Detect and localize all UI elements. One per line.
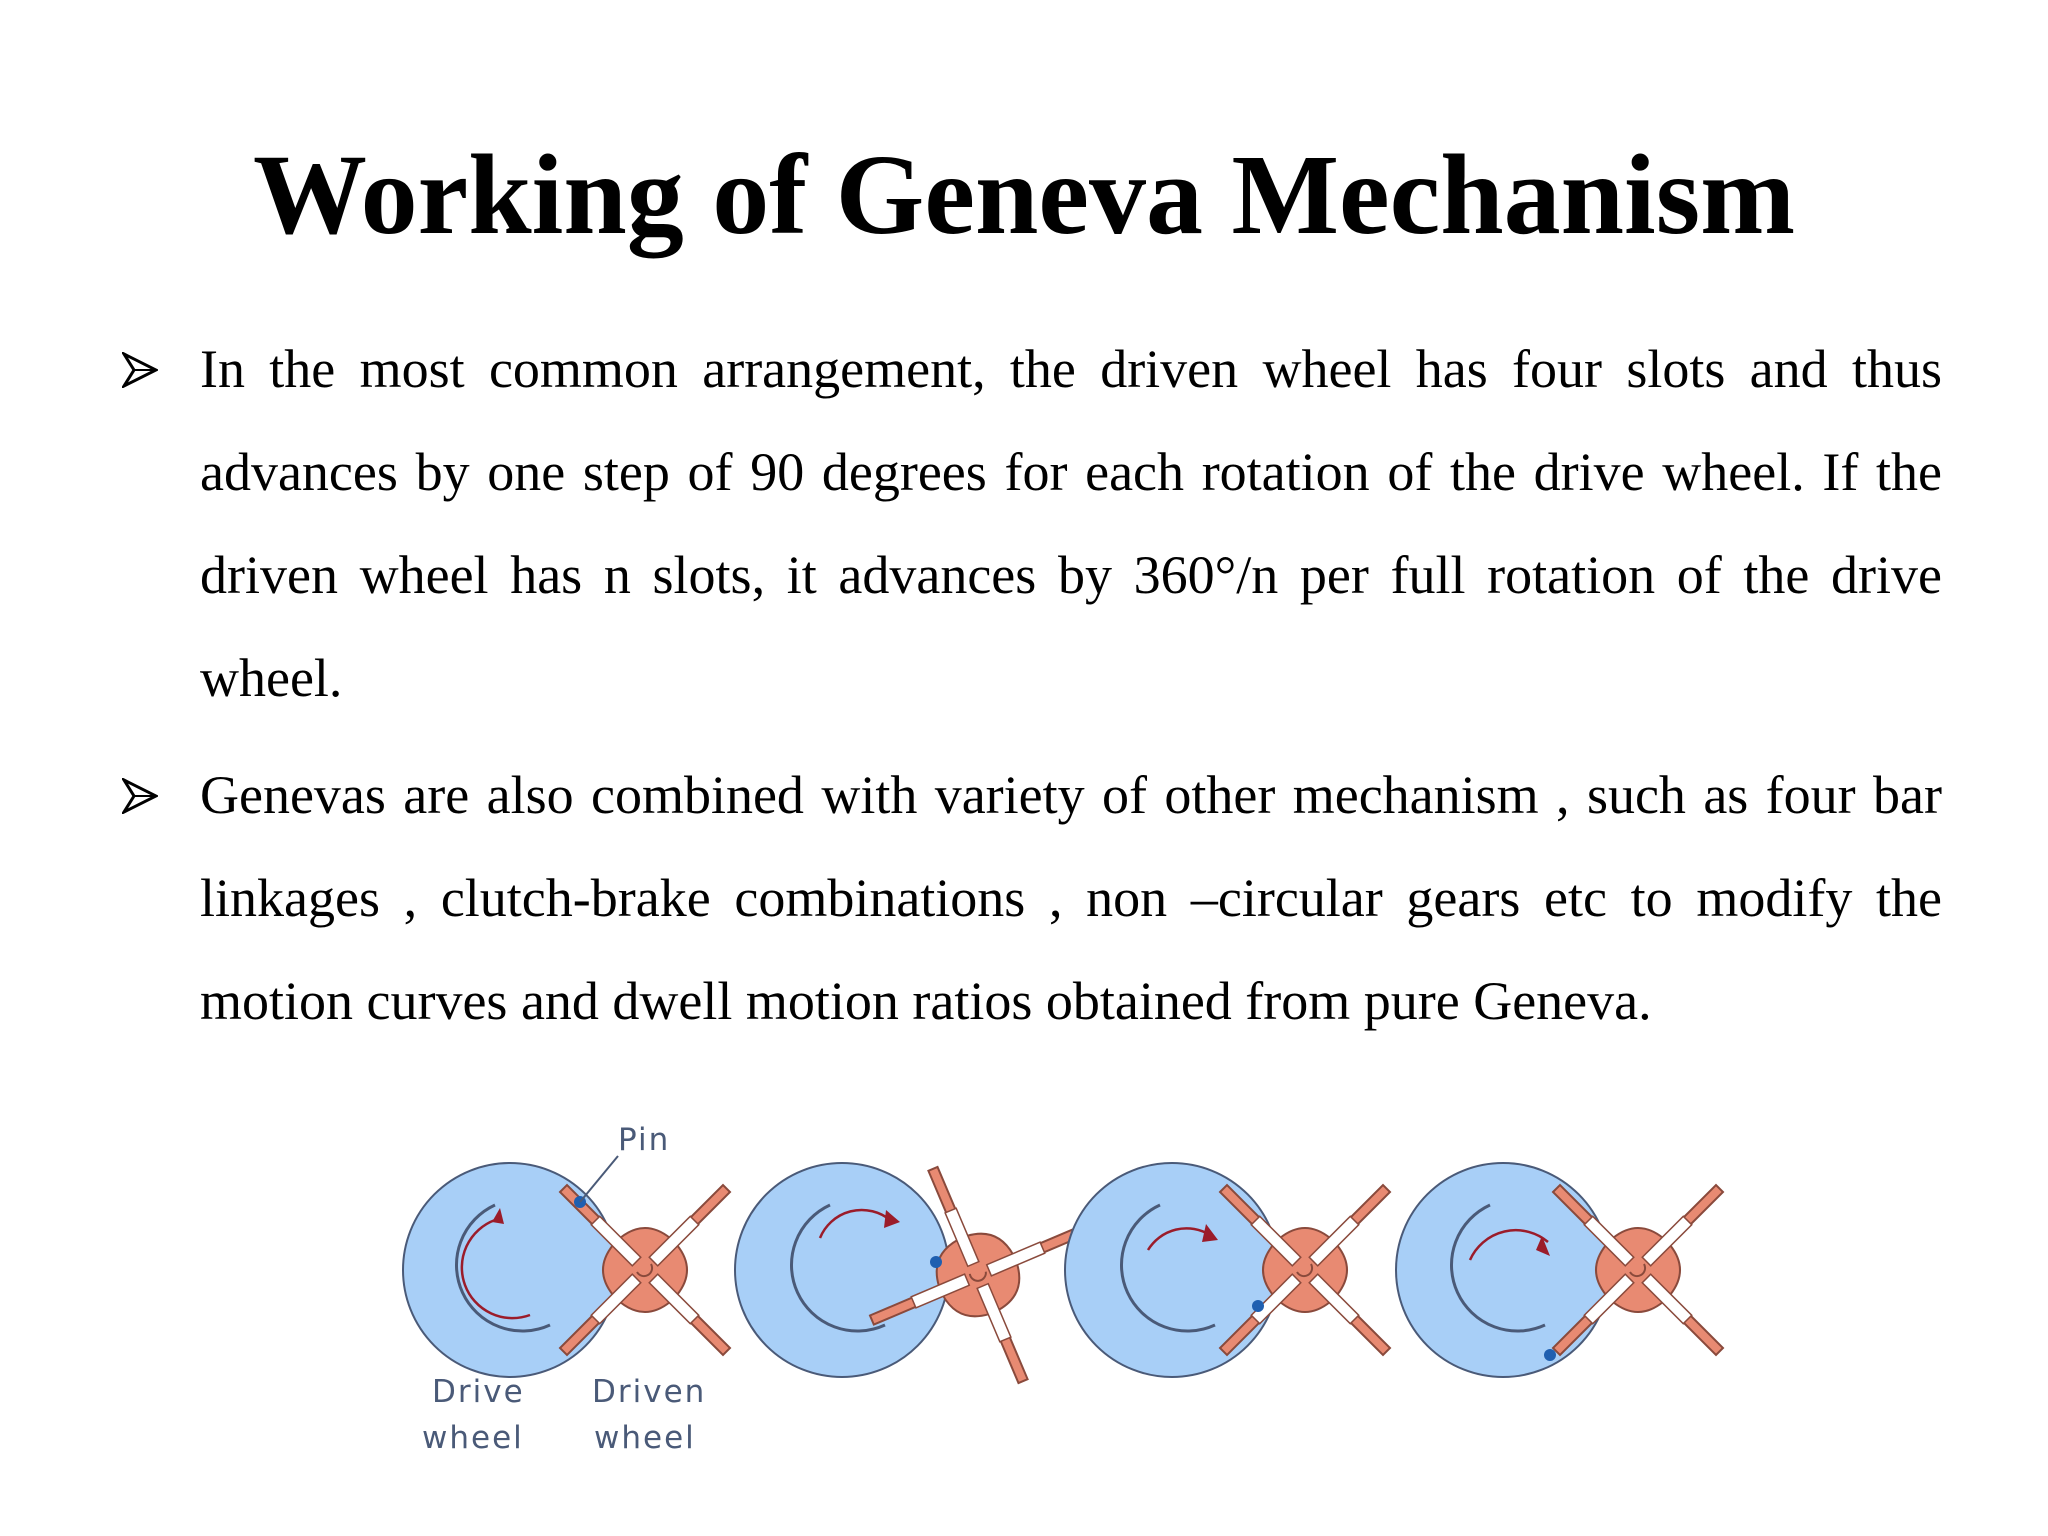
geneva-stage-3	[1065, 1163, 1390, 1377]
slide-title: Working of Geneva Mechanism	[252, 131, 1796, 258]
drive-wheel-icon	[1065, 1163, 1279, 1377]
geneva-stage-2	[735, 1163, 1089, 1386]
drive-wheel-label-line2: wheel	[422, 1420, 524, 1456]
pin-label: Pin	[618, 1122, 671, 1158]
drive-wheel-icon	[1396, 1163, 1610, 1377]
pin-icon	[1252, 1300, 1264, 1312]
geneva-stage-4	[1396, 1163, 1723, 1377]
bullet-text: Genevas are also combined with variety of other mechanism , such as four bar linkages , clutch-brake combinations , non –circular gears etc to modify the motion curves and dwell motion ratios obtained from pure Geneva.	[200, 765, 1942, 1031]
driven-wheel-label-line1: Driven	[592, 1374, 707, 1410]
bullet-item	[200, 318, 1942, 730]
pin-icon	[930, 1256, 942, 1268]
bullet-item	[200, 744, 1942, 1053]
pin-icon	[1544, 1349, 1556, 1361]
bullet-text: In the most common arrangement, the driven wheel has four slots and thus advances by one step of 90 degrees for each rotation of the drive wheel. If the driven wheel has n slots, it advances by 360°/n per full rotation of the drive wheel.	[200, 339, 1942, 708]
arrowhead-bullet-icon	[122, 352, 158, 388]
geneva-stage-1	[403, 1122, 730, 1456]
arrowhead-bullet-icon	[122, 778, 158, 814]
geneva-mechanism-diagram	[400, 1110, 1760, 1490]
drive-wheel-icon	[735, 1163, 949, 1377]
driven-wheel-label-line2: wheel	[594, 1420, 696, 1456]
bullet-list	[200, 318, 1942, 1053]
drive-wheel-label-line1: Drive	[432, 1374, 525, 1410]
